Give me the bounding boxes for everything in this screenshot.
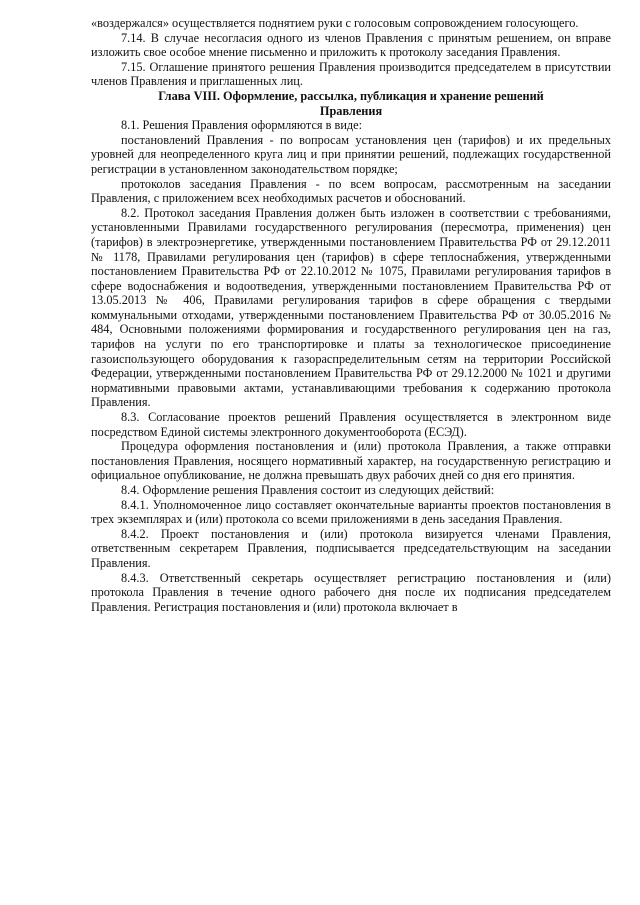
paragraph-8-1-resolutions: постановлений Правления - по вопросам установления цен (тарифов) и их предельных уровней для неопределенного круга лиц и при принятии решений, подлежащих государственной регистрации в установленном законодательством порядке; (91, 132, 611, 176)
document-page (91, 16, 611, 614)
chapter-heading: Глава VIII. Оформление, рассылка, публикация и хранение решений Правления (158, 88, 544, 118)
paragraph-7-14: 7.14. В случае несогласия одного из членов Правления с принятым решением, он вправе изложить свое особое мнение письменно и приложить к протоколу заседания Правления. (91, 30, 611, 60)
paragraph-8-1: 8.1. Решения Правления оформляются в виде: (121, 118, 363, 133)
paragraph-8-2: 8.2. Протокол заседания Правления должен быть изложен в соответствии с требованиями, установленными Правилами государственного регулирования (пересмотра, применения) цен (тарифов) в электроэнергетике, утвержденными постановлением Правительства РФ от 29.12.2011 № 1178, Правилами регулирования цен (тарифов) в сфере теплоснабжения, утвержденными постановлением Правительства РФ от 22.10.2012 № 1075, Правилами регулирования тарифов в сфере водоснабжения и водоотведения, утвержденными постановлением Правительства РФ от 13.05.2013 № 406, Правилами регулирования тарифов в сфере обращения с твердыми коммунальными отходами, утвержденными постановлением Правительства РФ от 30.05.2016 № 484, Основными положениями формирования и государственного регулирования цен на газ, тарифов на услуги по его транспортировке и платы за технологическое присоединение газоиспользующего оборудования к газораспределительным сетям на территории Российской Федерации, утвержденными постановлением Правительства РФ от 29.12.2000 № 1021 и другими нормативными правовыми актами, устанавливающими требования к содержанию протокола Правления. (91, 205, 611, 410)
paragraph-8-4-2: 8.4.2. Проект постановления и (или) протокола визируется членами Правления, ответственным секретарем Правления, подписывается председательствующим на заседании Правления. (91, 526, 611, 570)
paragraph-7-15: 7.15. Оглашение принятого решения Правления производится председателем в присутствии членов Правления и приглашенных лиц. (91, 59, 611, 89)
paragraph-8-4-3: 8.4.3. Ответственный секретарь осуществляет регистрацию постановления и (или) протокола Правления в течение одного рабочего дня после их подписания председателем Правления. Регистрация постановления и (или) протокола включает в (91, 570, 611, 614)
paragraph-8-4: 8.4. Оформление решения Правления состоит из следующих действий: (121, 483, 495, 497)
paragraph-8-1-protocols: протоколов заседания Правления - по всем вопросам, рассмотренным на заседании Правления, с приложением всех необходимых расчетов и обоснований. (91, 176, 611, 206)
paragraph-8-4-1: 8.4.1. Уполномоченное лицо составляет окончательные варианты проектов постановления в трех экземплярах и (или) протокола со всеми приложениями в день заседания Правления. (91, 497, 611, 527)
paragraph-8-3-procedure: Процедура оформления постановления и (или) протокола Правления, а также отправки постановления Правления, носящего нормативный характер, на государственную регистрацию и официальное опубликование, не должна превышать двух рабочих дней со дня его принятия. (91, 439, 611, 483)
paragraph-8-3: 8.3. Согласование проектов решений Правления осуществляется в электронном виде посредством Единой системы электронного документооборота (ЕСЭД). (91, 410, 611, 439)
paragraph-voting-continuation: «воздержался» осуществляется поднятием руки с голосовым сопровождением голосующего. (91, 16, 579, 30)
